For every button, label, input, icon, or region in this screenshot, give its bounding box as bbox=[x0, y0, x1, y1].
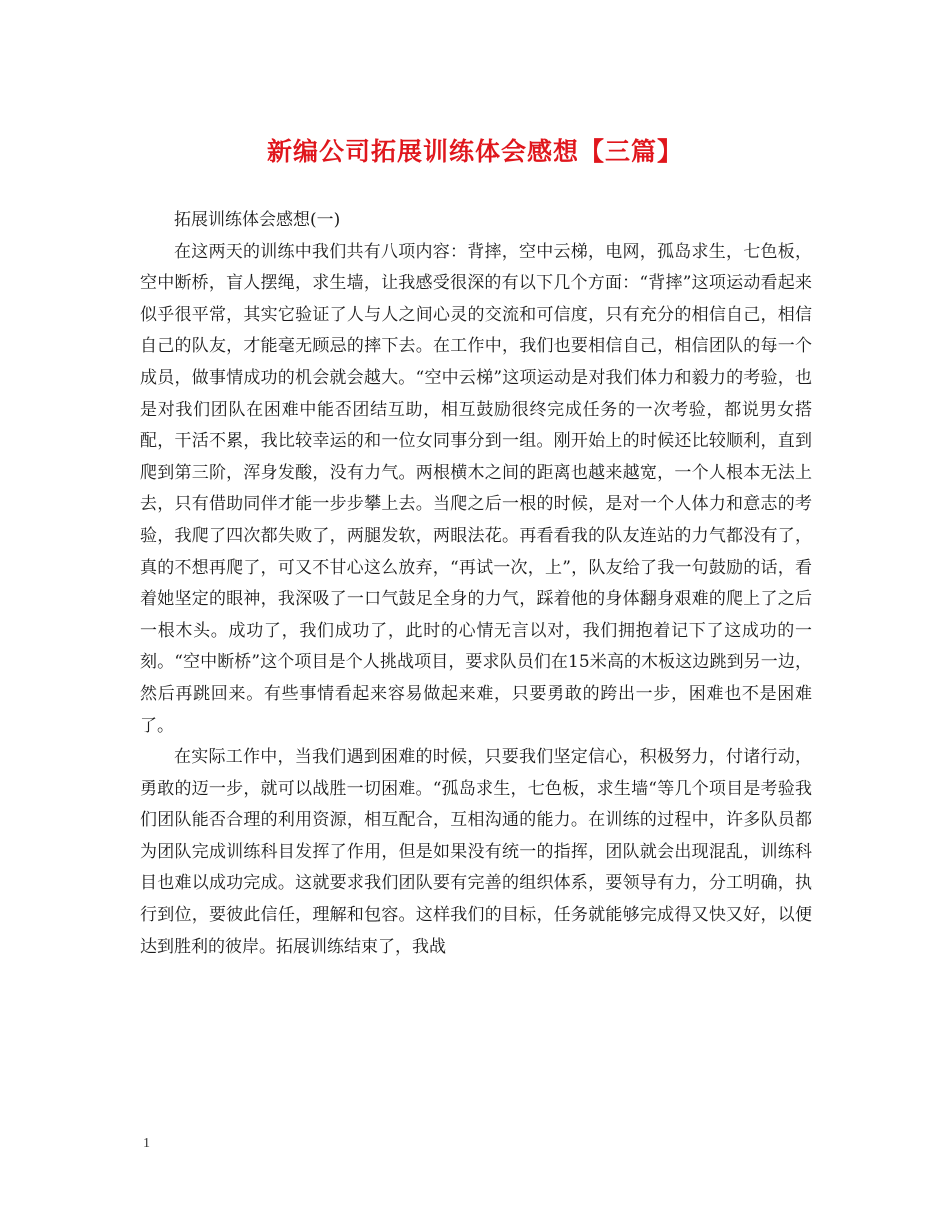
section-heading: 拓展训练体会感想(一) bbox=[174, 210, 341, 230]
document-title: 新编公司拓展训练体会感想【三篇】 bbox=[266, 137, 683, 166]
paragraph-1: 在这两天的训练中我们共有八项内容：背摔，空中云梯，电网，孤岛求生，七色板，空中断桥，盲人摆绳，求生墙，让我感受很深的有以下几个方面：“背摔”这项运动看起来似乎很平常，其实它验证了人与人之间心灵的交流和可信度，只有充分的相信自己，相信自己的队友，才能毫无顾忌的摔下去。在工作中，我们也要相信自己，相信团队的每一个成员，做事情成功的机会就会越大。“空中云梯”这项运动是对我们体力和毅力的考验，也是对我们团队在困难中能否团结互助，相互鼓励很终完成任务的一次考验，都说男女搭配，干活不累，我比较幸运的和一位女同事分到一组。刚开始上的时候还比较顺利，直到爬到第三阶，浑身发酸，没有力气。两根横木之间的距离也越来越宽，一个人根本无法上去，只有借助同伴才能一步步攀上去。当爬之后一根的时候，是对一个人体力和意志的考验，我爬了四次都失败了，两腿发软，两眼法花。再看看我的队友连站的力气都没有了，真的不想再爬了，可又不甘心这么放弃，“再试一次，上”，队友给了我一句鼓励的话，看着她坚定的眼神，我深吸了一口气鼓足全身的力气，踩着他的身体翻身艰难的爬上了之后一根木头。成功了，我们成功了，此时的心情无言以对，我们拥抱着记下了这成功的一刻。“空中断桥”这个项目是个人挑战项目，要求队员们在15米高的木板这边跳到另一边，然后再跳回来。有些事情看起来容易做起来难，只要勇敢的跨出一步，困难也不是困难了。 bbox=[140, 241, 812, 736]
page-number: 1 bbox=[143, 1136, 150, 1151]
paragraph-2: 在实际工作中，当我们遇到困难的时候，只要我们坚定信心，积极努力，付诸行动，勇敢的迈一步，就可以战胜一切困难。“孤岛求生，七色板，求生墙“等几个项目是考验我们团队能否合理的利用资源，相互配合，互相沟通的能力。在训练的过程中，许多队员都为团队完成训练科目发挥了作用，但是如果没有统一的指挥，团队就会出现混乱，训练科目也难以成功完成。这就要求我们团队要有完善的组织体系，要领导有力，分工明确，执行到位，要彼此信任，理解和包容。这样我们的目标，任务就能够完成得又快又好，以便达到胜利的彼岸。拓展训练结束了，我战 bbox=[140, 747, 812, 957]
document-body bbox=[140, 205, 812, 963]
